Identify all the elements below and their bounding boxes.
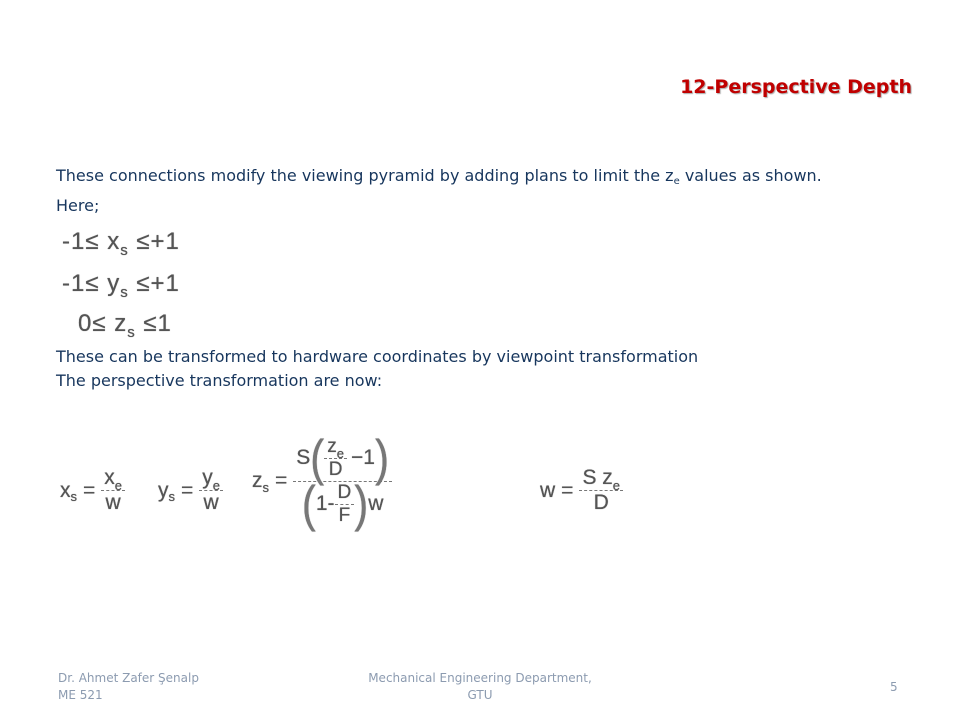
footer-department <box>340 670 620 704</box>
ys-eq: = <box>181 478 194 502</box>
ys-num: y <box>202 466 213 489</box>
w-fraction <box>579 466 623 515</box>
ys-den: w <box>203 491 219 515</box>
paragraph-intro <box>56 164 916 218</box>
ineq-z-sub: s <box>127 324 136 341</box>
ineq-y-lhs: -1≤ <box>62 270 100 297</box>
zs-minus-one: −1 <box>351 446 375 470</box>
left-paren-icon: ( <box>310 429 325 486</box>
footer-course: ME 521 <box>58 688 103 702</box>
left-paren-icon: ( <box>301 475 316 532</box>
w-num-sub: e <box>612 478 621 493</box>
zs-inner-fraction <box>324 436 347 481</box>
ys-sub: s <box>168 489 175 505</box>
zs-df-fraction <box>335 482 355 527</box>
page-number: 5 <box>890 680 898 694</box>
w-eq: = <box>561 478 574 502</box>
zs-D: D <box>337 481 352 503</box>
intro-subscript: e <box>673 176 680 187</box>
intro-text: These connections modify the viewing pyramid by adding plans to limit the z <box>56 166 674 185</box>
ys-var: y <box>158 478 169 502</box>
ys-num-sub: e <box>212 478 220 493</box>
zs-F: F <box>338 504 351 526</box>
xs-den: w <box>105 491 121 515</box>
intro-here: Here; <box>56 196 100 215</box>
inequality-z <box>78 310 172 341</box>
zs-eq: = <box>275 469 288 493</box>
equation-xs <box>60 466 125 515</box>
ineq-x-rhs: ≤+1 <box>136 228 180 255</box>
footer-author-name: Dr. Ahmet Zafer Şenalp <box>58 671 199 685</box>
w-num: S z <box>582 466 613 489</box>
zs-inner-den: D <box>328 458 343 480</box>
footer-dept-line2: GTU <box>467 688 493 702</box>
xs-eq: = <box>83 478 96 502</box>
xs-num-sub: e <box>114 478 122 493</box>
w-var: w <box>540 478 556 502</box>
ineq-x-sub: s <box>120 242 129 259</box>
intro-text-end: values as shown. <box>679 166 822 185</box>
zs-one-minus: 1- <box>315 491 335 515</box>
equation-ys <box>158 466 223 515</box>
footer-author <box>58 670 199 704</box>
xs-var: x <box>60 478 71 502</box>
ineq-y-sub: s <box>120 284 129 301</box>
ineq-y-rhs: ≤+1 <box>136 270 180 297</box>
footer-dept-line1: Mechanical Engineering Department, <box>368 671 592 685</box>
zs-w: w <box>368 491 384 515</box>
zs-fraction <box>293 429 392 532</box>
right-paren-icon: ) <box>354 475 369 532</box>
perspective-line: The perspective transformation are now: <box>56 371 383 390</box>
xs-fraction <box>101 466 125 515</box>
paragraph-transform <box>56 345 916 393</box>
xs-sub: s <box>70 489 77 505</box>
ineq-z-var: z <box>114 310 128 337</box>
zs-S: S <box>296 446 311 470</box>
ineq-y-var: y <box>107 270 121 297</box>
ineq-x-lhs: -1≤ <box>62 228 100 255</box>
equation-zs <box>252 429 392 532</box>
slide-title: 12-Perspective Depth <box>680 76 912 98</box>
zs-var: z <box>252 469 263 493</box>
inequality-y <box>62 270 180 301</box>
zs-sub: s <box>262 479 269 495</box>
zs-inner-num-sub: e <box>336 446 345 461</box>
xs-num: x <box>104 466 115 489</box>
zs-inner-num: z <box>327 436 337 457</box>
w-den: D <box>593 491 609 515</box>
ineq-z-rhs: ≤1 <box>143 310 172 337</box>
inequality-x <box>62 228 180 259</box>
right-paren-icon: ) <box>374 429 389 486</box>
ineq-x-var: x <box>107 228 121 255</box>
ys-fraction <box>199 466 223 515</box>
ineq-z-lhs: 0≤ <box>78 310 107 337</box>
transform-line: These can be transformed to hardware coordinates by viewpoint transformation <box>56 347 699 366</box>
equation-w <box>540 466 623 515</box>
